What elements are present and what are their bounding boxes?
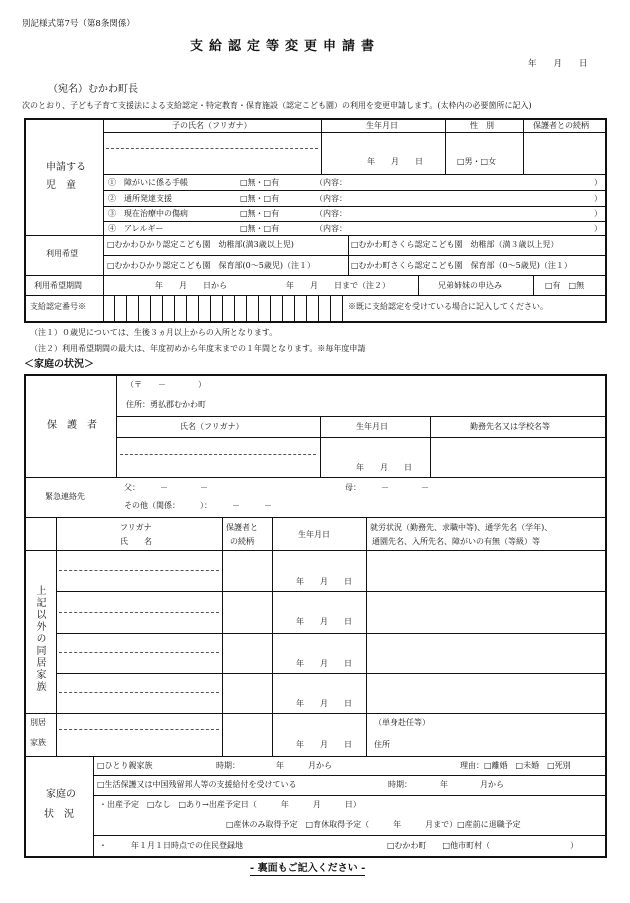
row-development-close: ） bbox=[594, 194, 602, 203]
row-illness-label: ③ 現在治療中の傷病 bbox=[108, 209, 188, 218]
period-to[interactable]: 年 月 日まで（注２） bbox=[286, 281, 390, 290]
row-illness-choice[interactable]: □無・□有 bbox=[240, 209, 280, 218]
sibling-choice[interactable]: □有 □無 bbox=[545, 281, 585, 290]
member-2-birth[interactable]: 年 月 日 bbox=[296, 617, 352, 626]
row-development-content: （内容： bbox=[315, 194, 347, 203]
guardian-address[interactable]: 住所：勇払郡むかわ町 bbox=[126, 400, 206, 409]
row-illness-content: （内容： bbox=[315, 209, 347, 218]
preference-label: 利用希望 bbox=[46, 249, 78, 258]
m-col-status-1: 就労状況（勤務先、求職中等)、通学先名（学年)、 bbox=[370, 523, 553, 532]
status-label-1: 家庭の bbox=[46, 789, 76, 800]
addressee: （宛名）むかわ町長 bbox=[48, 84, 138, 95]
row-development-choice[interactable]: □無・□有 bbox=[240, 194, 280, 203]
emergency-father[interactable]: 父： － － bbox=[124, 483, 208, 492]
period-from[interactable]: 年 月 日から bbox=[155, 281, 227, 290]
row-disability-close: ） bbox=[594, 178, 602, 187]
guardian-label: 保 護 者 bbox=[47, 420, 97, 431]
note-1: （注１）０歳児については、生後３ヵ月以上からの入所となります。 bbox=[30, 328, 278, 337]
status-label-2: 状 況 bbox=[44, 809, 74, 820]
registry-options[interactable]: □むかわ町 □他市町村（ ） bbox=[387, 841, 579, 850]
child-sex-options[interactable]: □男・□女 bbox=[457, 157, 497, 166]
single-parent-check[interactable]: □ひとり親家族 bbox=[97, 761, 153, 770]
note-2: （注２）利用希望期間の最大は、年度初めから年度末までの１年間となります。※毎年度申請 bbox=[30, 344, 366, 353]
separate-birth[interactable]: 年 月 日 bbox=[296, 740, 352, 749]
m-col-birth: 生年月日 bbox=[298, 530, 330, 539]
cert-number-field[interactable] bbox=[104, 296, 344, 322]
postal-code[interactable]: （〒 － ） bbox=[126, 380, 206, 389]
member-1-birth[interactable]: 年 月 日 bbox=[296, 577, 352, 586]
date-line: 年 月 日 bbox=[528, 59, 588, 69]
g-col-name: 氏名（フリガナ） bbox=[180, 422, 244, 431]
m-col-furigana: フリガナ bbox=[120, 523, 152, 532]
m-col-name: 氏 名 bbox=[120, 537, 152, 546]
single-parent-time[interactable]: 時期： 年 月から bbox=[216, 761, 332, 770]
footer-note: - 裏面もご記入ください - bbox=[250, 863, 366, 874]
row-allergy-close: ） bbox=[594, 224, 602, 233]
section-label-child-2: 児 童 bbox=[46, 180, 76, 191]
pref-sakura-nursery[interactable]: □むかわ町さくら認定こども園 保育部（0～5歳児)（注１） bbox=[351, 261, 572, 270]
member-4-birth[interactable]: 年 月 日 bbox=[296, 699, 352, 708]
guardian-name-field[interactable] bbox=[120, 456, 318, 475]
family-heading: ＜家庭の状況＞ bbox=[24, 359, 94, 370]
birth-plan[interactable]: ・出産予定 □なし □あり→出産予定日（ 年 月 日） bbox=[99, 800, 361, 809]
leave-plan[interactable]: □産休のみ取得予定 □育休取得予定（ 年 月まで）□産前に退職予定 bbox=[226, 820, 521, 829]
child-birth-date[interactable]: 年 月 日 bbox=[367, 157, 423, 166]
col-relation: 保護者との続柄 bbox=[533, 121, 589, 130]
separate-label-1: 別居 bbox=[30, 718, 46, 727]
single-parent-reason[interactable]: 理由：□離婚 □未婚 □死別 bbox=[460, 761, 571, 770]
separate-residence: 住所 bbox=[374, 740, 390, 749]
emergency-mother[interactable]: 母： － － bbox=[345, 483, 429, 492]
row-allergy-choice[interactable]: □無・□有 bbox=[240, 224, 280, 233]
row-disability-label: ① 障がいに係る手帳 bbox=[108, 178, 188, 187]
intro-text: 次のとおり、子ども子育て支援法による支給認定・特定教育・保育施設（認定こども園）の利用を変更申請します。(太枠内の必要箇所に記入) bbox=[22, 101, 532, 110]
registry-label: ・ 年１月１日時点での住民登録地 bbox=[99, 841, 243, 850]
row-illness-close: ） bbox=[594, 209, 602, 218]
form-title: 支給認定等変更申請書 bbox=[190, 39, 381, 54]
m-col-status-2: 通園先名、入所先名、障がいの有無（等級）等 bbox=[372, 537, 540, 546]
period-label: 利用希望期間 bbox=[34, 281, 82, 290]
g-col-work: 勤務先名又は学校名等 bbox=[470, 422, 550, 431]
row-development-label: ② 通所発達支援 bbox=[108, 194, 172, 203]
g-col-birth: 生年月日 bbox=[356, 422, 388, 431]
sibling-label: 兄弟姉妹の申込み bbox=[438, 281, 502, 290]
welfare-check[interactable]: □生活保護又は中国残留邦人等の支援給付を受けている bbox=[97, 780, 297, 789]
m-col-rel-2: の続柄 bbox=[230, 537, 254, 546]
emergency-label: 緊急連絡先 bbox=[45, 492, 85, 501]
cohabit-label: 上記以外の同居家族 bbox=[34, 585, 45, 693]
col-birth: 生年月日 bbox=[366, 121, 398, 130]
col-child-name: 子の氏名（フリガナ） bbox=[172, 121, 252, 130]
pref-hikari-kinder[interactable]: □むかわひかり認定こども園 幼稚部(満3歳以上児) bbox=[107, 240, 294, 249]
separate-note: （単身赴任等） bbox=[374, 718, 430, 727]
member-3-birth[interactable]: 年 月 日 bbox=[296, 659, 352, 668]
row-disability-choice[interactable]: □無・□有 bbox=[240, 178, 280, 187]
child-name-field[interactable] bbox=[106, 150, 320, 172]
cert-number-label: 支給認定番号※ bbox=[30, 302, 86, 311]
pref-hikari-nursery[interactable]: □むかわひかり認定こども園 保育部(0～5歳児)（注１） bbox=[107, 261, 315, 270]
separate-label-2: 家族 bbox=[30, 738, 46, 747]
form-number: 別記様式第7号（第8条関係） bbox=[22, 19, 135, 29]
emergency-other[interactable]: その他（関係： ）： － － bbox=[124, 501, 272, 510]
col-sex: 性 別 bbox=[470, 121, 494, 130]
row-allergy-content: （内容： bbox=[315, 224, 347, 233]
section-label-child-1: 申請する bbox=[46, 162, 86, 173]
row-allergy-label: ④ アレルギー bbox=[108, 224, 164, 233]
row-disability-content: （内容： bbox=[315, 178, 347, 187]
cert-note: ※既に支給認定を受けている場合に記入してください。 bbox=[348, 302, 548, 311]
welfare-time[interactable]: 時期： 年 月から bbox=[388, 780, 504, 789]
m-col-rel-1: 保護者と bbox=[226, 523, 258, 532]
g-birth-date[interactable]: 年 月 日 bbox=[356, 463, 412, 472]
pref-sakura-kinder[interactable]: □むかわ町さくら認定こども園 幼稚部（満３歳以上児） bbox=[351, 240, 559, 249]
